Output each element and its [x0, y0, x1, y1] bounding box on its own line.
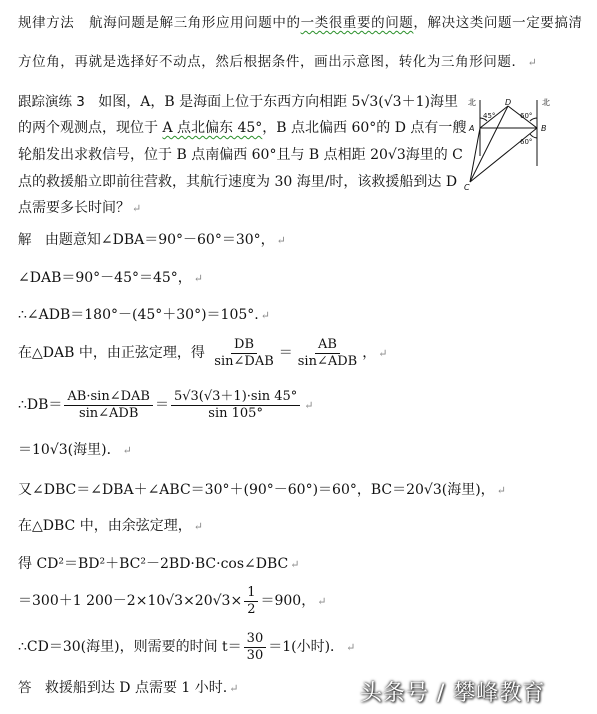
angle-dbc-step: 又∠DBC＝∠DBA＋∠ABC＝30°＋(90°－60°)＝60°，BC＝20√3(海里)， [18, 482, 495, 498]
solution-line-6 [18, 440, 132, 461]
fraction-denominator: sin∠ADB [297, 353, 358, 369]
fraction-denominator: 30 [246, 647, 264, 663]
return-mark: ↵ [378, 347, 388, 360]
label-a: A [469, 124, 475, 133]
return-mark: ↵ [346, 641, 356, 654]
exercise-text-3: 轮船发出求救信号，位于 B 点南偏西 60°且与 B 点相距 20√3海里的 C [18, 147, 463, 163]
answer-text: 救援船到达 D 点需要 1 小时. [44, 680, 228, 696]
method-line-1 [18, 13, 583, 33]
fraction-one-half [244, 585, 258, 618]
solution-step-3: ∴∠ADB＝180°－(45°＋30°)＝105°. [18, 307, 259, 323]
label-angle-45: 45° [483, 112, 496, 120]
return-mark: ↵ [527, 56, 538, 69]
answer-line [18, 678, 238, 699]
solution-line-9 [18, 554, 299, 575]
solution-step-2: ∠DAB＝90°－45°＝45°， [18, 270, 192, 286]
exercise-text-5: 点需要多长时间？ [18, 200, 130, 216]
cosine-rule-intro: 在△DBC 中，由余弦定理， [18, 518, 192, 534]
return-mark: ↵ [193, 520, 203, 533]
exercise-text-2b: ，B 点北偏西 60°的 D 点有一艘 [262, 120, 467, 136]
fraction-numerator: 5√3(√3＋1)·sin 45° [171, 389, 300, 406]
fraction-numeric [171, 389, 300, 422]
exercise-text-2a: 的两个观测点，现位于 [18, 120, 163, 136]
cosine-rule-calc: ＝300＋1 200－2×10√3×20√3× [18, 593, 243, 609]
return-mark: ↵ [317, 595, 327, 608]
exercise-line-3 [18, 145, 463, 165]
fraction-denominator: 2 [247, 601, 256, 617]
return-mark: ↵ [229, 682, 239, 695]
label-angle-60-top: 60° [520, 112, 533, 120]
method-line-2 [18, 52, 537, 73]
exercise-line-5 [18, 198, 141, 219]
navigation-diagram [462, 96, 572, 192]
return-mark: ↵ [304, 399, 314, 412]
solution-line-8 [18, 516, 203, 537]
return-mark: ↵ [260, 309, 270, 322]
return-mark: ↵ [193, 272, 204, 285]
label-c: C [464, 183, 470, 192]
return-mark: ↵ [276, 234, 286, 247]
solution-line-2 [18, 268, 203, 289]
watermark: 头条号 / 攀峰教育 [360, 681, 546, 706]
cosine-rule-result: ＝900， [260, 593, 316, 609]
db-equals: ∴DB＝ [18, 397, 63, 413]
label-north-a: 北 [468, 98, 476, 107]
label-b: B [541, 124, 547, 133]
fraction-denominator: sin∠ADB [78, 405, 139, 421]
time-calc-intro: ∴CD＝30(海里)，则需要的时间 t＝ [18, 639, 242, 655]
fraction-ab-over-sin [295, 337, 360, 370]
exercise-text-4: 点的救援船立即前往营救，其航行速度为 30 海里/时，该救援船到达 D [18, 174, 458, 190]
cosine-rule-formula: 得 CD²＝BD²＋BC²－2BD·BC·cos∠DBC [18, 556, 289, 572]
fraction-numerator: AB·sin∠DAB [64, 389, 153, 406]
return-mark: ↵ [290, 558, 300, 571]
fraction-numerator: 1 [244, 585, 258, 602]
fraction-numerator: 30 [244, 631, 267, 648]
db-result: ＝10√3(海里)． [18, 442, 121, 458]
answer-label: 答 [18, 680, 32, 696]
solution-line-7 [18, 480, 506, 501]
solution-line-3 [18, 305, 270, 326]
fraction-denominator: sin∠DAB [214, 353, 274, 369]
sine-rule-intro: 在△DAB 中，由正弦定理，得 [18, 345, 205, 361]
solution-line-10 [18, 584, 326, 619]
label-north-b: 北 [542, 98, 550, 107]
solution-line-4: 在△DAB 中，由正弦定理，得 $\frac{DB}{\text{sin∠DAB}}$ ＝ $\frac{AB}{\text{sin∠ADB}}$ ， ↵ [18, 336, 388, 369]
time-result: ＝1(小时)． [268, 639, 345, 655]
exercise-underlined-text: A 点北偏东 45° [162, 120, 263, 136]
method-text-2: 方位角，再就是选择好不动点，然后根据条件，画出示意图，转化为三角形问题． [18, 54, 526, 70]
fraction-numerator: AB [315, 337, 340, 354]
exercise-text-1: 如图，A，B 是海面上位于东西方向相距 5√3(√3＋1)海里 [98, 94, 458, 110]
exercise-line-1 [18, 92, 458, 112]
solution-line-11 [18, 630, 355, 665]
solution-label: 解 [18, 232, 32, 248]
fraction-db-over-sin [211, 337, 276, 370]
solution-line-1 [18, 230, 286, 251]
label-angle-60-bottom: 60° [520, 138, 533, 146]
method-underlined-text: 一类很重要的问题 [300, 15, 414, 31]
exercise-line-2 [18, 118, 466, 138]
return-mark: ↵ [496, 484, 506, 497]
return-mark: ↵ [132, 202, 142, 215]
label-d: D [505, 98, 512, 107]
segment-ac [470, 128, 480, 182]
method-text: 航海问题是解三角形应用问题中的 [89, 15, 301, 31]
method-text-end: ，解决这类问题一定要搞清 [413, 15, 583, 31]
fraction-denominator: sin 105° [208, 405, 263, 421]
fraction-numerator: DB [231, 337, 257, 354]
solution-line-5: ∴DB＝ $\frac{\text{AB·sin∠DAB}}{\text{sin∠ADB}}$ ＝ $\frac{5√3(√3+1)\cdot\sin 45^\circ}{\sin 105^\circ}$ ↵ [18, 388, 314, 421]
return-mark: ↵ [122, 444, 132, 457]
exercise-line-4 [18, 172, 457, 192]
fraction-ab-sin [64, 389, 153, 422]
fraction-thirty-over-thirty [244, 631, 267, 664]
solution-step-1: 由题意知∠DBA＝90°－60°＝30°， [44, 232, 275, 248]
exercise-label: 跟踪演练 3 [18, 94, 85, 110]
method-label: 规律方法 [18, 15, 75, 31]
